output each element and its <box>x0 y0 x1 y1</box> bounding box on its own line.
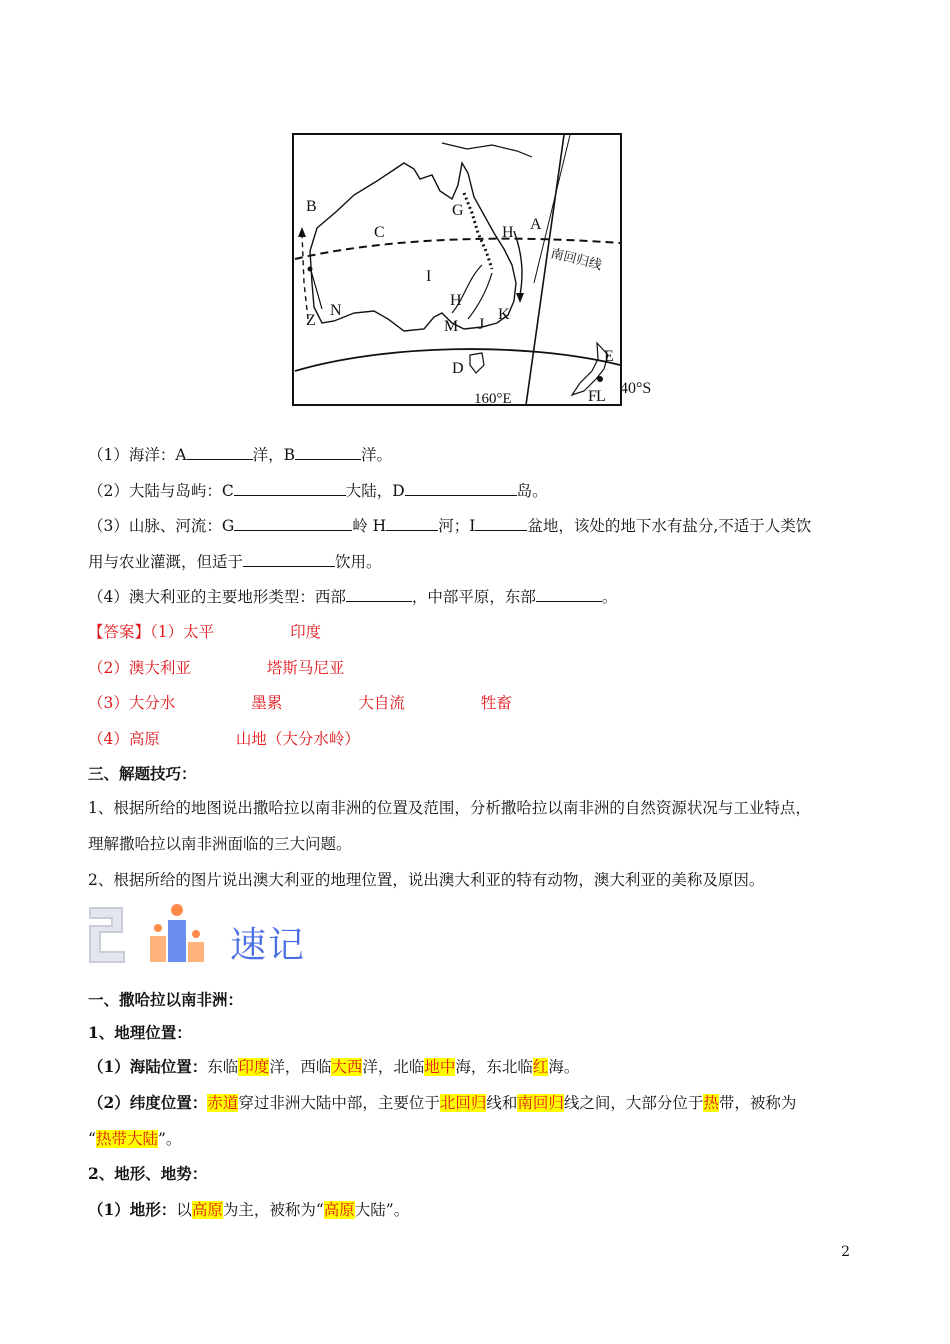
question-1: （1）海洋：A 洋，B 洋。 <box>88 446 392 464</box>
map-label-b: B <box>306 198 317 215</box>
answer-blank <box>187 444 253 460</box>
map-label-z: Z <box>306 312 316 329</box>
note-landform: （1）地形：以高原为主，被称为“高原大陆”。 <box>88 1200 410 1219</box>
tip-2: 2、根据所给的图片说出澳大利亚的地理位置，说出澳大利亚的特有动物，澳大利亚的美称及原因。 <box>88 871 765 889</box>
number-2-icon <box>90 908 124 962</box>
map-label-g: G <box>452 202 464 219</box>
answer-4: （4）高原 山地（大分水岭） <box>88 730 360 748</box>
answer-blank <box>243 551 335 567</box>
notes-heading-terrain: 2、地形、地势： <box>88 1164 208 1183</box>
australia-map <box>292 133 622 406</box>
map-lat-label: 40°S <box>620 380 652 397</box>
notes-heading-africa: 一、撒哈拉以南非洲： <box>88 990 244 1009</box>
answer-2: （2）澳大利亚 塔斯马尼亚 <box>88 659 345 677</box>
answer-blank <box>234 515 352 531</box>
answer-blank <box>386 515 438 531</box>
answer-blank <box>234 480 346 496</box>
note-sea-land-position: （1）海陆位置：东临印度洋，西临大西洋，北临地中海，东北临红海。 <box>88 1057 580 1076</box>
map-label-m: M <box>444 318 459 335</box>
note-latitude-position-cont: “热带大陆”。 <box>88 1130 182 1148</box>
answer-blank <box>295 444 361 460</box>
map-lon-label: 160°E <box>474 391 512 406</box>
map-label-n: N <box>330 302 342 319</box>
answer-1: 【答案】（1）太平 印度 <box>88 623 322 641</box>
question-3: （3）山脉、河流：G 岭 H 河；I 盆地，该处的地下水有盐分,不适于人类饮 <box>88 517 812 535</box>
map-label-a: A <box>530 216 542 233</box>
map-label-h-mid: H <box>450 292 462 309</box>
answer-blank <box>346 586 412 602</box>
memo-banner-title: 速记 <box>230 925 307 966</box>
tip-1-cont: 理解撒哈拉以南非洲面临的三大问题。 <box>88 835 352 853</box>
notes-heading-location: 1、地理位置： <box>88 1023 192 1042</box>
map-label-j: J <box>478 316 485 333</box>
tips-heading: 三、解题技巧： <box>88 764 197 783</box>
map-label-i: I <box>426 268 432 285</box>
answer-blank <box>405 480 517 496</box>
map-label-l: L <box>596 388 606 405</box>
map-label-d: D <box>452 360 464 377</box>
note-latitude-position: （2）纬度位置：赤道穿过非洲大陆中部，主要位于北回归线和南回归线之间，大部分位于热带，被称为 <box>88 1093 797 1112</box>
answer-blank <box>475 515 527 531</box>
map-label-f: F <box>588 388 597 405</box>
map-label-h-top: H <box>502 224 514 241</box>
map-tropic-label: 南回归线 <box>549 246 604 274</box>
question-3-cont: 用与农业灌溉，但适于 饮用。 <box>88 553 382 571</box>
page-number: 2 <box>841 1244 850 1260</box>
tip-1: 1、根据所给的地图说出撒哈拉以南非洲的位置及范围，分析撒哈拉以南非洲的自然资源状况与工业特点， <box>88 799 811 817</box>
map-label-e: E <box>604 348 614 365</box>
podium-icon <box>150 904 204 962</box>
map-label-k: K <box>498 306 510 323</box>
question-4: （4）澳大利亚的主要地形类型：西部 ，中部平原，东部 。 <box>88 588 618 606</box>
map-label-c: C <box>374 224 385 241</box>
answer-label: 【答案】 <box>88 623 151 641</box>
question-2: （2）大陆与岛屿：C 大陆，D 岛。 <box>88 482 548 500</box>
answer-3: （3）大分水 墨累 大自流 牲畜 <box>88 694 512 712</box>
answer-blank <box>536 586 602 602</box>
